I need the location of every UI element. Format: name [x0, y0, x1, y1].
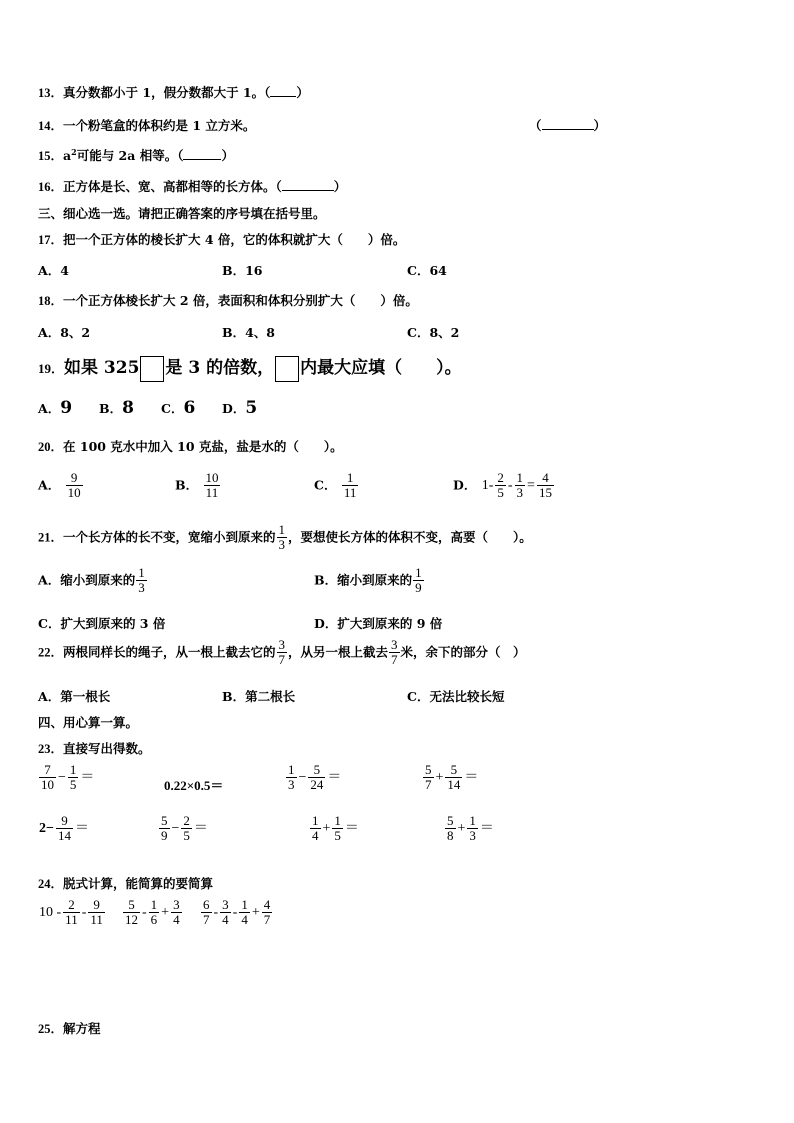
option-label: B．	[99, 401, 123, 416]
section-3-heading: 三、细心选一选。请把正确答案的序号填在括号里。	[38, 206, 326, 221]
expression-2: 0.22×0.5＝	[164, 778, 224, 793]
question-number: 16．	[38, 180, 64, 194]
option-a[interactable]: A．4	[38, 263, 69, 278]
paren-open: （	[529, 118, 542, 133]
fraction: $\frac{9}{10}$	[67, 470, 81, 501]
option-b[interactable]	[99, 398, 134, 418]
option-c[interactable]: C．无法比较长短	[407, 689, 505, 704]
question-number: 17．	[38, 233, 64, 247]
option-d[interactable]	[453, 471, 555, 501]
question-number: 20．	[38, 440, 64, 454]
question-number: 14．	[38, 119, 64, 133]
question-13	[38, 83, 309, 101]
paren-close: ）	[296, 85, 309, 100]
option-c[interactable]	[314, 471, 359, 501]
question-text: 是 3 的倍数，	[165, 358, 275, 378]
option-b[interactable]: B．16	[222, 263, 263, 278]
expression-5: 2− $\frac{9}{14}$ ＝	[39, 813, 89, 844]
option-b[interactable]: B．第二根长	[222, 689, 296, 704]
superscript: 2	[71, 146, 77, 157]
question-14-answer	[529, 116, 606, 134]
option-label: B．	[175, 477, 199, 493]
option-a[interactable]	[38, 471, 84, 501]
expression-3: $\frac{1}{3}$ − $\frac{5}{24}$ ＝	[288, 762, 342, 793]
fraction: $\frac{7}{10}$	[41, 762, 54, 793]
question-15	[38, 146, 234, 164]
expression-7: $\frac{1}{4}$ + $\frac{1}{5}$ ＝	[312, 813, 359, 844]
answer-blank[interactable]	[183, 149, 221, 160]
fraction: $\frac{2}{11}$	[65, 897, 78, 928]
paren-close: ）	[333, 179, 347, 194]
option-c[interactable]	[161, 398, 195, 418]
option-label: A．	[38, 401, 61, 416]
option-value: 6	[183, 398, 196, 418]
option-a[interactable]: A．8、2	[38, 325, 91, 340]
question-19	[38, 354, 462, 383]
option-c[interactable]: C．64	[407, 263, 447, 278]
fraction: $\frac{1}{9}$	[415, 565, 422, 596]
question-text: 可能与 2a 相等。（	[76, 148, 184, 163]
expression-6: $\frac{5}{9}$ − $\frac{2}{5}$ ＝	[161, 813, 208, 844]
question-text: ，要想使长方体的体积不变，高要（ ）。	[288, 529, 532, 545]
fraction: $\frac{6}{7}$	[203, 897, 210, 928]
paren-close: ）	[593, 118, 607, 133]
question-number: 23．	[38, 742, 64, 756]
option-label: C．	[314, 477, 337, 493]
question-text: 正方体是长、宽、高都相等的长方体。（	[63, 179, 282, 194]
fraction: $\frac{5}{12}$	[125, 897, 138, 928]
answer-blank[interactable]	[542, 119, 594, 130]
question-14	[38, 116, 255, 134]
option-b[interactable]	[314, 566, 425, 596]
question-text: 直接写出得数。	[63, 741, 151, 756]
option-c[interactable]: C．扩大到原来的 3 倍	[38, 616, 166, 631]
fraction: $\frac{5}{9}$	[161, 813, 168, 844]
fraction: $\frac{5}{8}$	[447, 813, 454, 844]
fraction: $\frac{4}{7}$	[263, 897, 271, 928]
question-21	[38, 523, 532, 553]
fraction: $\frac{3}{4}$	[173, 897, 180, 928]
expression-1: $\frac{7}{10}$ − $\frac{1}{5}$ ＝	[41, 762, 95, 793]
option-label: D．	[453, 477, 477, 493]
fraction: $\frac{3}{4}$	[222, 897, 229, 928]
option-d[interactable]	[222, 398, 257, 418]
question-text: 两根同样长的绳子，从一根上截去它的	[63, 644, 276, 660]
question-text: 解方程	[63, 1021, 101, 1036]
digit-box[interactable]	[140, 356, 164, 382]
question-20	[38, 437, 343, 455]
option-label: A．	[38, 477, 61, 493]
fraction: $\frac{1}{3}$	[516, 470, 524, 501]
question-number: 18．	[38, 294, 64, 308]
fraction: $\frac{2}{5}$	[183, 813, 190, 844]
option-b[interactable]: B．4、8	[222, 325, 275, 340]
question-text: 米，余下的部分（ ）	[400, 644, 526, 660]
fraction: $\frac{5}{14}$	[447, 762, 461, 793]
section-4-heading: 四、用心算一算。	[38, 715, 139, 730]
option-a[interactable]: A．第一根长	[38, 689, 111, 704]
fraction: $\frac{10}{11}$	[205, 470, 219, 501]
fraction: $\frac{9}{14}$	[57, 813, 71, 844]
fraction: $\frac{1}{3}$	[288, 762, 295, 793]
question-16	[38, 177, 346, 195]
question-22	[38, 638, 526, 668]
question-number: 21．	[38, 530, 64, 545]
question-number: 15．	[38, 149, 64, 163]
option-b[interactable]	[175, 471, 221, 501]
fraction: $\frac{1}{5}$	[69, 762, 77, 793]
operator: 1-	[481, 478, 494, 494]
fraction: $\frac{1}{4}$	[241, 897, 248, 928]
question-number: 19．	[38, 361, 65, 376]
operator: =	[527, 478, 535, 494]
question-text: 脱式计算，能简算的要简算	[63, 876, 214, 891]
question-text: 把一个正方体的棱长扩大 4 倍，它的体积就扩大（ ）倍。	[63, 232, 406, 247]
option-c[interactable]: C．8、2	[407, 325, 460, 340]
fraction: $\frac{3}{7}$	[278, 637, 286, 668]
question-text: 一个长方体的长不变，宽缩小到原来的	[63, 529, 276, 545]
fraction: $\frac{1}{3}$	[278, 522, 286, 553]
question-text: 在 100 克水中加入 10 克盐，盐是水的（ ）。	[63, 439, 343, 454]
option-text: B．缩小到原来的	[314, 572, 413, 588]
option-a[interactable]	[38, 398, 72, 418]
variable-a: a	[63, 148, 72, 163]
question-number: 22．	[38, 645, 64, 660]
calc-expression-3: $\frac{6}{7}$ - $\frac{3}{4}$ - $\frac{1}{4}$ + $\frac{4}{7}$	[203, 897, 271, 928]
option-value: 9	[60, 398, 73, 418]
fraction: $\frac{9}{11}$	[90, 897, 103, 928]
answer-blank[interactable]	[282, 180, 334, 191]
question-text: 如果 325	[64, 358, 140, 378]
fraction: $\frac{2}{5}$	[497, 470, 504, 501]
question-23	[38, 739, 151, 757]
option-text: A．缩小到原来的	[38, 572, 136, 588]
fraction: $\frac{1}{6}$	[150, 897, 158, 928]
question-text: 真分数都小于 1，假分数都大于 1。（	[63, 85, 271, 100]
question-text: 内最大应填（ ）。	[300, 358, 462, 378]
fraction: $\frac{4}{15}$	[538, 470, 552, 501]
expression-8: $\frac{5}{8}$ + $\frac{1}{3}$ ＝	[447, 813, 494, 844]
question-25	[38, 1019, 101, 1037]
fraction: $\frac{5}{7}$	[425, 762, 432, 793]
calc-expression-1: 10 - $\frac{2}{11}$ - $\frac{9}{11}$	[39, 897, 103, 928]
fraction: $\frac{1}{3}$	[138, 565, 145, 596]
calc-expression-2: $\frac{5}{12}$ - $\frac{1}{6}$ + $\frac{3}{4}$	[125, 897, 180, 928]
question-18	[38, 291, 418, 309]
question-number: 13．	[38, 86, 64, 100]
answer-blank[interactable]	[270, 86, 296, 97]
option-label: D．	[222, 401, 246, 416]
fraction: $\frac{1}{3}$	[469, 813, 476, 844]
question-text: 一个粉笔盒的体积约是 1 立方米。	[63, 118, 256, 133]
fraction: $\frac{5}{24}$	[310, 762, 324, 793]
fraction: $\frac{1}{11}$	[343, 470, 357, 501]
paren-close: ）	[221, 148, 234, 163]
option-value: 5	[245, 398, 258, 418]
question-17	[38, 230, 405, 248]
option-d[interactable]: D．扩大到原来的 9 倍	[314, 616, 443, 631]
fraction: $\frac{1}{5}$	[334, 813, 341, 844]
option-label: C．	[161, 401, 184, 416]
question-number: 25．	[38, 1022, 64, 1036]
fraction: $\frac{1}{4}$	[312, 813, 319, 844]
question-text: 一个正方体棱长扩大 2 倍，表面积和体积分别扩大（ ）倍。	[63, 293, 418, 308]
question-text: ，从另一根上截去	[288, 644, 389, 660]
option-value: 8	[122, 398, 134, 418]
digit-box[interactable]	[275, 356, 299, 382]
question-24	[38, 874, 213, 892]
fraction: $\frac{3}{7}$	[391, 637, 398, 668]
option-a[interactable]	[38, 566, 148, 596]
operator: -	[507, 478, 513, 494]
question-number: 24．	[38, 877, 64, 891]
expression-4: $\frac{5}{7}$ + $\frac{5}{14}$ ＝	[425, 762, 479, 793]
